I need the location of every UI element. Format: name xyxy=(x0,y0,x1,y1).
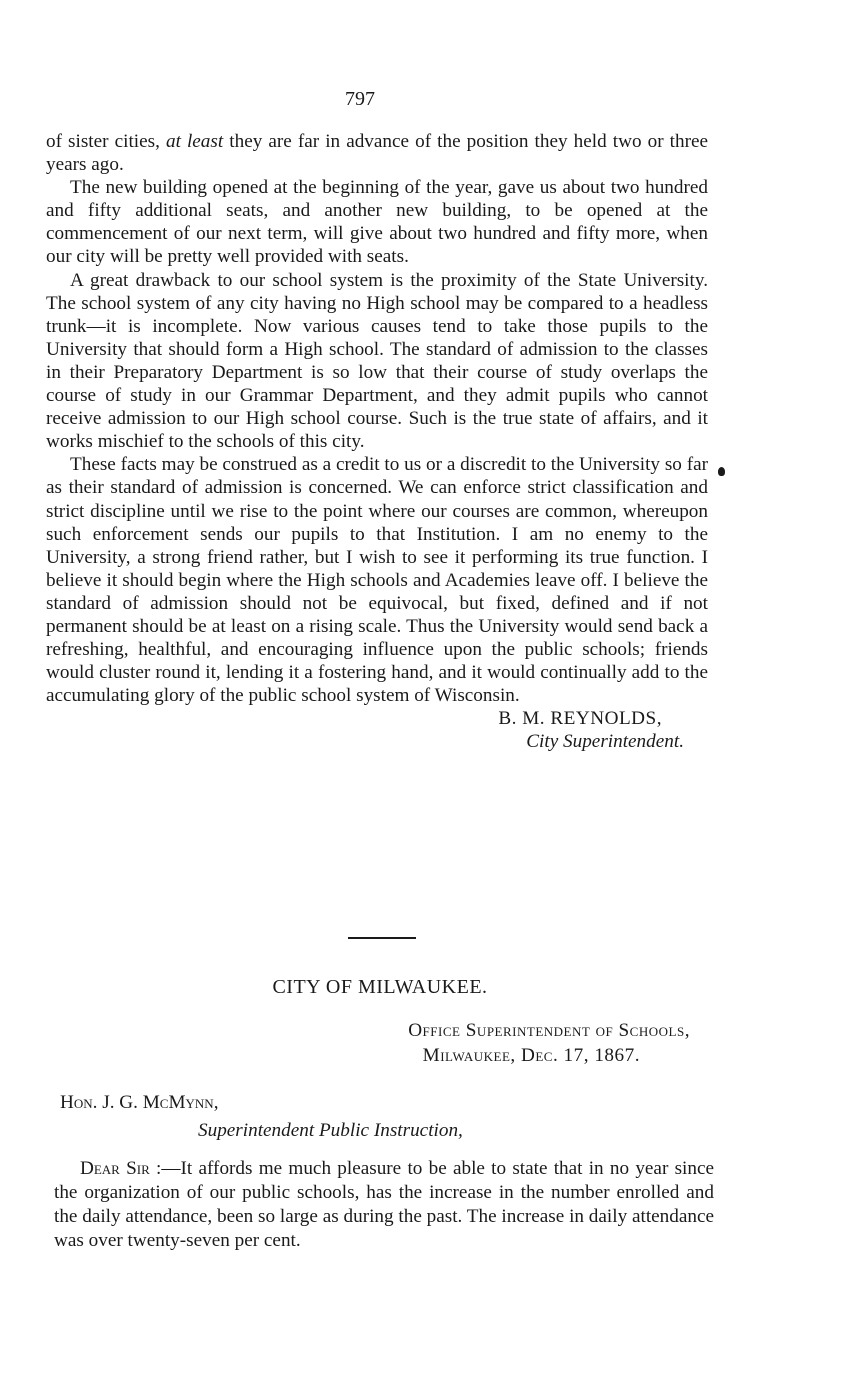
paragraph-1: of sister cities, at least they are far in advance of the position they held two or three years ago. xyxy=(46,131,708,176)
paragraph-4: These facts may be construed as a credit to us or a discredit to the University so far as their standard of admission is concerned. We can enforce strict classification and strict discipline until we rise to the point where our courses are common, whereupon such enforcement sends our pupils to that Institution. I am no enemy to the University, a strong friend rather, but I wish to see it performing its true function. I believe it should begin where the High schools and Academies leave off. I believe the standard of admission should not be equivocal, but fixed, defined and if not permanent should be at least on a rising scale. Thus the University would send back a refreshing, healthful, and encouraging influence upon the public schools; friends would cluster round it, lending it a fostering hand, and it would continually add to the accumulating glory of the public school system of Wisconsin. xyxy=(46,454,708,707)
letter-paragraph xyxy=(54,1157,714,1253)
section-title: CITY OF MILWAUKEE. xyxy=(272,976,488,998)
report-body xyxy=(46,130,708,754)
addressee-title: Superintendent Public Instruction, xyxy=(198,1120,463,1141)
salutation: Dear Sir xyxy=(80,1158,150,1179)
letter-body xyxy=(54,1157,714,1253)
office-line: Office Superintendent of Schools, xyxy=(408,1020,690,1041)
place-date-line: Milwaukee, Dec. 17, 1867. xyxy=(422,1045,640,1066)
signature-title: City Superintendent. xyxy=(526,731,684,753)
paragraph-3: A great drawback to our school system is the proximity of the State University. The school system of any city having no High school may be compared to a headless trunk—it is incomplete. Now various causes tend to take those pupils to the University that should form a High school. The standard of admission to the classes in their Preparatory Department is so low that their course of study overlaps the course of study in our Grammar Department, and they admit pupils who cannot receive admission to our High school course. Such is the true state of affairs, and it works mischief to the schools of this city. xyxy=(46,269,708,453)
page-number: 797 xyxy=(345,88,375,110)
emphasis-at-least: at least xyxy=(165,131,224,152)
signature-name: B. M. REYNOLDS, xyxy=(498,708,662,730)
paragraph-2: The new building opened at the beginning of the year, gave us about two hundred and fifty additional seats, and another new building, to be opened at the commencement of our next term, will give about two hundred and fifty more, when our city will be pretty well provided with seats. xyxy=(46,177,708,268)
margin-ink-mark xyxy=(718,467,725,476)
letter-text: :—It affords me much pleasure to be able to state that in no year since the organization of our public schools, has the increase in the number enrolled and the daily attendance, been so large as during the past. The increase in daily attendance was over twenty-seven per cent. xyxy=(54,1158,714,1251)
addressee: Hon. J. G. McMynn, xyxy=(60,1092,219,1113)
section-divider xyxy=(348,937,416,939)
